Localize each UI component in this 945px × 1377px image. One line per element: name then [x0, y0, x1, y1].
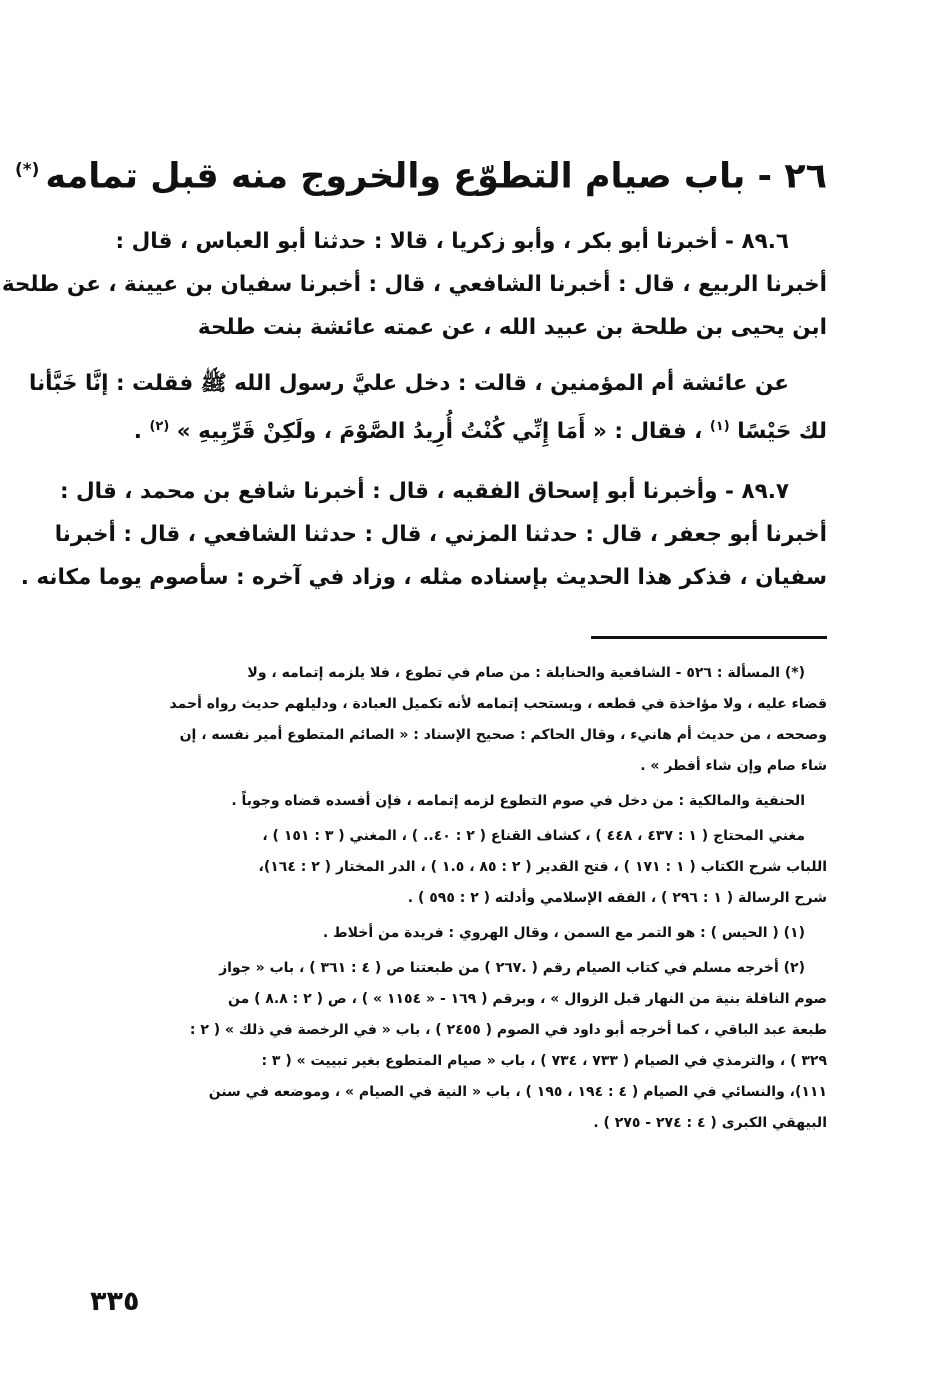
text-line: سفيان ، فذكر هذا الحديث بإسناده مثله ، وزاد في آخره : سأصوم يوما مكانه .: [20, 565, 827, 590]
footnote-separator: [591, 636, 827, 639]
footnote-line: شرح الرسالة ( ١ : ٢٩٦ ) ، الفقه الإسلامي وأدلته ( ٢ : ٥٩٥ ) .: [407, 890, 827, 906]
footnote-line: البيهقي الكبرى ( ٤ : ٢٧٤ - ٢٧٥ ) .: [593, 1115, 827, 1131]
footnote-line: وصححه ، من حديث أم هانيء ، وقال الحاكم : صحيح الإسناد : « الصائم المتطوع أمير نفسه ، إن: [179, 727, 827, 743]
text-line: عن عائشة أم المؤمنين ، قالت : دخل عليَّ رسول الله ﷺ فقلت : إنَّا خَبَّأنا: [29, 371, 789, 396]
footnote-line: (*) المسألة : ٥٢٦ - الشافعية والحنابلة : من صام في تطوع ، فلا يلزمه إتمامه ، ولا: [247, 665, 805, 681]
text-segment: .: [133, 419, 142, 445]
text-line: ٨٩.٦ - أخبرنا أبو بكر ، وأبو زكريا ، قالا : حدثنا أبو العباس ، قال :: [115, 229, 789, 254]
footnote-line: طبعة عبد الباقي ، كما أخرجه أبو داود في الصوم ( ٢٤٥٥ ) ، باب « في الرخصة في ذلك » ( ٢ :: [189, 1022, 827, 1038]
text-line: [92, 405, 827, 448]
chapter-title-text: ٢٦ - باب صيام التطوّع والخروج منه قبل تمامه: [45, 156, 827, 197]
footnote-line: ١١١)، والنسائي في الصيام ( ٤ : ١٩٤ ، ١٩٥ ) ، باب « النية في الصيام » ، وموضعه في سنن: [208, 1084, 827, 1100]
footnote-line: الحنفية والمالكية : من دخل في صوم التطوع لزمه إتمامه ، فإن أفسده قضاه وجوباً .: [231, 793, 805, 809]
text-segment: لك حَيْسًا: [737, 419, 827, 445]
footnote-ref-2: (٢): [149, 419, 170, 434]
hadith-896-matn: [29, 362, 827, 448]
footnotes: [92, 658, 827, 1139]
chapter-title-marker: (*): [14, 160, 40, 180]
text-line: ابن يحيى بن طلحة بن عبيد الله ، عن عمته عائشة بنت طلحة: [197, 315, 827, 340]
text-line: أخبرنا الربيع ، قال : أخبرنا الشافعي ، قال : أخبرنا سفيان بن عيينة ، عن طلحة: [1, 272, 827, 297]
text-line: أخبرنا أبو جعفر ، قال : حدثنا المزني ، قال : حدثنا الشافعي ، قال : أخبرنا: [54, 522, 827, 547]
footnote-line: شاء صام وإن شاء أفطر » .: [640, 758, 827, 774]
hadith-897: [20, 470, 827, 599]
footnote-line: مغني المحتاج ( ١ : ٤٣٧ ، ٤٤٨ ) ، كشاف القناع ( ٢ : ٤٠.. ) ، المغني ( ٣ : ١٥١ ) ،: [262, 828, 805, 844]
footnote-line: ٣٢٩ ) ، والترمذي في الصيام ( ٧٣٣ ، ٧٣٤ ) ، باب « صيام المتطوع بغير تبييت » ( ٣ :: [261, 1053, 827, 1069]
page-number: ٣٣٥: [90, 1286, 140, 1317]
footnote-ref-1: (١): [709, 419, 730, 434]
footnote-line: قضاء عليه ، ولا مؤاخذة في قطعه ، ويستحب إتمامه لأنه تكميل العبادة ، ودليلهم حديث رواه أحمد: [169, 696, 827, 712]
footnote-line: اللباب شرح الكتاب ( ١ : ١٧١ ) ، فتح القدير ( ٢ : ٨٥ ، ١.٥ ) ، الدر المختار ( ٢ : ١٦٤)،: [258, 859, 827, 875]
text-segment: ، فقال : « أَمَا إِنِّي كُنْتُ أُرِيدُ الصَّوْمَ ، ولَكِنْ قَرِّبِيهِ »: [176, 419, 703, 445]
hadith-896-isnad: [1, 220, 827, 349]
footnote-line: (١) ( الحيس ) : هو التمر مع السمن ، وقال الهروي : فريدة من أخلاط .: [322, 925, 805, 941]
chapter-title: [14, 140, 827, 200]
footnote-line: (٢) أخرجه مسلم في كتاب الصيام رقم ( .٢٦٧ ) من طبعتنا ص ( ٤ : ٣٦١ ) ، باب « جواز: [219, 960, 805, 976]
text-line: ٨٩.٧ - وأخبرنا أبو إسحاق الفقيه ، قال : أخبرنا شافع بن محمد ، قال :: [59, 479, 789, 504]
footnote-line: صوم النافلة بنية من النهار قبل الزوال » ، وبرقم ( ١٦٩ - « ١١٥٤ » ) ، ص ( ٢ : ٨.٨ ) من: [227, 991, 827, 1007]
